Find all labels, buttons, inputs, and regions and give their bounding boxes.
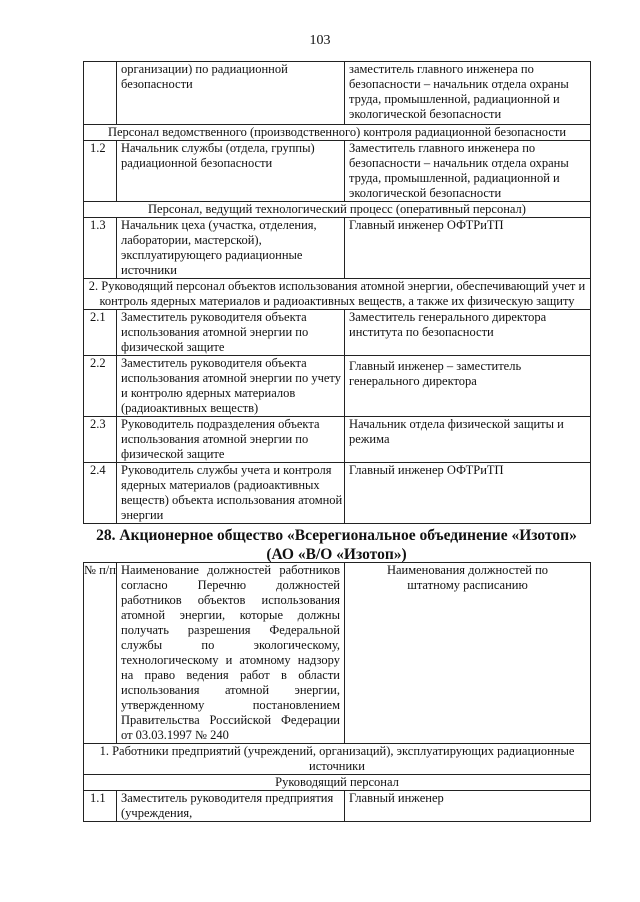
section-title: 1. Работники предприятий (учреждений, организаций), эксплуатирующих радиационные источники <box>84 744 591 775</box>
position-name: Руководитель подразделения объекта использования атомной энергии по физической защите <box>117 417 345 463</box>
position-name: Заместитель руководителя объекта использования атомной энергии по учету и контролю ядерных материалов (радиоактивных веществ) <box>117 356 345 417</box>
table-row <box>84 218 591 279</box>
positions-table <box>83 562 591 822</box>
section-title: Персонал ведомственного (производственного) контроля радиационной безопасности <box>84 125 591 141</box>
section-title: Руководящий персонал <box>84 775 591 791</box>
header-number: № п/п <box>84 563 117 744</box>
section-row <box>84 279 591 310</box>
staff-position: Заместитель главного инженера по безопасности – начальник отдела охраны труда, промышленной, радиационной и экологической безопасности <box>345 141 591 202</box>
position-name: Заместитель руководителя объекта использования атомной энергии по физической защите <box>117 310 345 356</box>
position-name: Начальник цеха (участка, отделения, лаборатории, мастерской), эксплуатирующего радиационные источники <box>117 218 345 279</box>
table-row <box>84 791 591 822</box>
table-header-row <box>84 563 591 744</box>
staff-position: Заместитель генерального директора института по безопасности <box>345 310 591 356</box>
table-row <box>84 417 591 463</box>
row-number: 2.4 <box>84 463 117 524</box>
row-number: 1.1 <box>84 791 117 822</box>
staff-position: Главный инженер – заместитель генерального директора <box>345 356 591 417</box>
table-row <box>84 310 591 356</box>
section-row <box>84 125 591 141</box>
staff-position: заместитель главного инженера по безопасности – начальник отдела охраны труда, промышленной, радиационной и экологической безопасности <box>345 62 591 125</box>
position-name: Заместитель руководителя предприятия (учреждения, <box>117 791 345 822</box>
row-number <box>84 62 117 125</box>
page-number: 103 <box>309 33 331 48</box>
staff-position: Главный инженер <box>345 791 591 822</box>
section-title: 2. Руководящий персонал объектов использования атомной энергии, обеспечивающий учет и контроль ядерных материалов и радиоактивных веществ, а также их физическую защиту <box>84 279 591 310</box>
position-name: Руководитель службы учета и контроля ядерных материалов (радиоактивных веществ) объекта использования атомной энергии <box>117 463 345 524</box>
row-number: 1.2 <box>84 141 117 202</box>
section-row <box>84 775 591 791</box>
table-row <box>84 141 591 202</box>
header-position-name: Наименование должностей работников согласно Перечню должностей работников объектов использования атомной энергии, которые должны получать разрешения Федеральной службы по экологическому, технологическому и атомному надзору на право ведения работ в области использования атомной энергии, утвержденному постановлением Правительства Российской Федерации от 03.03.1997 № 240 <box>117 563 345 744</box>
positions-table-continued <box>83 61 591 524</box>
organization-heading-line1: 28. Акционерное общество «Всерегиональное объединение «Изотоп» <box>96 527 577 544</box>
table-row <box>84 62 591 125</box>
section-row <box>84 744 591 775</box>
staff-position: Главный инженер ОФТРиТП <box>345 463 591 524</box>
table-row <box>84 463 591 524</box>
row-number: 2.2 <box>84 356 117 417</box>
organization-heading <box>83 526 590 564</box>
staff-position: Начальник отдела физической защиты и режима <box>345 417 591 463</box>
row-number: 1.3 <box>84 218 117 279</box>
section-row <box>84 202 591 218</box>
staff-position: Главный инженер ОФТРиТП <box>345 218 591 279</box>
row-number: 2.3 <box>84 417 117 463</box>
position-name: организации) по радиационной безопасности <box>117 62 345 125</box>
header-staff-position: Наименования должностей по штатному расписанию <box>345 563 591 744</box>
table-row <box>84 356 591 417</box>
organization-heading-line2: (АО «В/О «Изотоп») <box>266 546 407 563</box>
section-title: Персонал, ведущий технологический процесс (оперативный персонал) <box>84 202 591 218</box>
position-name: Начальник службы (отдела, группы) радиационной безопасности <box>117 141 345 202</box>
row-number: 2.1 <box>84 310 117 356</box>
